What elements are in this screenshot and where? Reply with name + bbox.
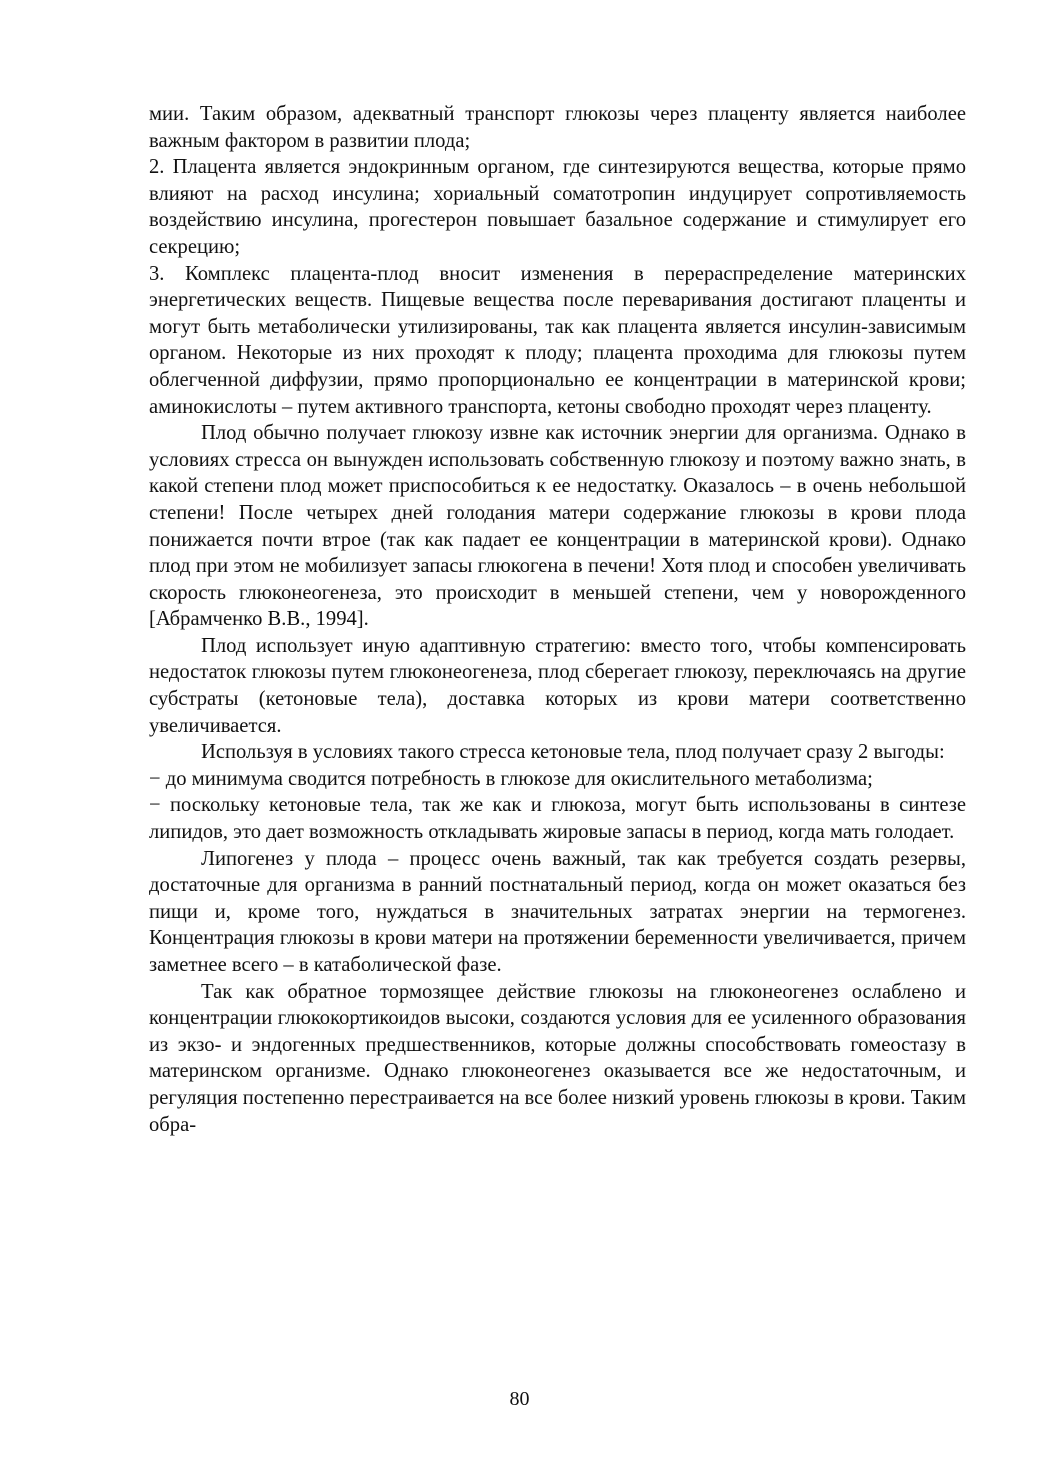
paragraph-4: Плод обычно получает глюкозу извне как источник энергии для организма. Однако в условиях стресса он вынужден использовать собственную глюкозу и поэтому важно знать, в какой степени плод может приспособиться к ее недостатку. Оказалось – в очень небольшой степени! После четырех дней голодания матери содержание глюкозы в крови плода понижается почти втрое (так как падает ее концентрации в материнской крови). Однако плод при этом не мобилизует запасы глюкогена в печени! Хотя плод и способен увеличивать скорость глюконеогенеза, это происходит в меньшей степени, чем у новорожденного [Абрамченко В.В., 1994]. — [149, 422, 966, 631]
page-body — [149, 101, 966, 1138]
paragraph-6: Используя в условиях такого стресса кетоновые тела, плод получает сразу 2 выгоды: — [201, 741, 945, 764]
list-item-2: − поскольку кетоновые тела, так же как и глюкоза, могут быть использованы в синтезе липидов, это дает возможность откладывать жировые запасы в период, когда мать голодает. — [149, 794, 966, 844]
paragraph-5: Плод использует иную адаптивную стратегию: вместо того, чтобы компенсировать недостаток глюкозы путем глюконеогенеза, плод сберегает глюкозу, переключаясь на другие субстраты (кетоновые тела), доставка которых из крови матери соответственно увеличивается. — [149, 634, 966, 737]
paragraph-2: 2. Плацента является эндокринным органом, где синтезируются вещества, которые прямо влияют на расход инсулина; хориальный соматотропин индуцирует сопротивляемость воздействию инсулина, прогестерон повышает базальное содержание и стимулирует его секрецию; — [149, 156, 966, 258]
paragraph-1: мии. Таким образом, адекватный транспорт глюкозы через плаценту является наиболее важным фактором в развитии плода; — [149, 103, 966, 152]
list-item-1: − до минимума сводится потребность в глюкозе для окислительного метаболизма; — [149, 767, 873, 790]
page-number: 80 — [509, 1388, 530, 1410]
paragraph-3: 3. Комплекс плацента-плод вносит изменения в перераспределение материнских энергетических веществ. Пищевые вещества после переваривания достигают плаценты и могут быть метаболически утилизированы, так как плацента является инсулин-зависимым органом. Некоторые из них проходят к плоду; плацента проходима для глюкозы путем облегченной диффузии, прямо пропорционально ее концентрации в материнской крови; аминокислоты – путем активного транспорта, кетоны свободно проходят через плаценту. — [149, 262, 966, 418]
paragraph-8: Так как обратное тормозящее действие глюкозы на глюконеогенез ослаблено и концентрации глюкокортикоидов высоки, создаются условия для ее усиленного образования из экзо- и эндогенных предшественников, которые должны способствовать гомеостазу в материнском организме. Однако глюконеогенез оказывается все же недостаточным, и регуляция постепенно перестраивается на все более низкий уровень глюкозы в крови. Таким обра- — [149, 980, 966, 1136]
paragraph-7: Липогенез у плода – процесс очень важный, так как требуется создать резервы, достаточные для организма в ранний постнатальный период, когда он может оказаться без пищи и, кроме того, нуждаться в значительных затратах энергии на термогенез. Концентрация глюкозы в крови матери на протяжении беременности увеличивается, причем заметнее всего – в катаболической фазе. — [149, 847, 966, 976]
